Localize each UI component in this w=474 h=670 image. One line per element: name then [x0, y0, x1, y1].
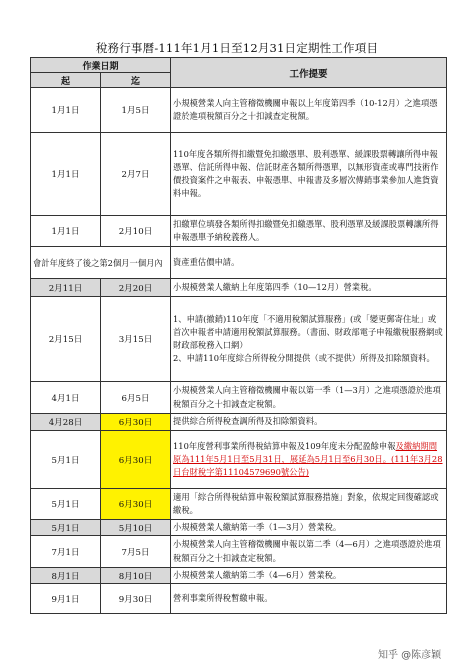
- table-row: [31, 216, 447, 247]
- watermark: 知乎 @陈彦颖: [378, 650, 442, 661]
- task-line: 1、申請(撤銷)110年度「不適用稅額試算服務」(或「變更郵寄住址」或首次申報者申請適用稅額試算服務。（書面、財政部電子申報繳稅服務網或財政部稅務入口網）: [173, 313, 443, 350]
- task-text: 適用「綜合所得稅結算申報稅額試算服務措施」對象，依規定回復確認或繳稅。: [171, 489, 447, 520]
- end-date: 6月5日: [101, 382, 171, 414]
- table-row: [31, 536, 447, 568]
- tax-calendar-table: [30, 57, 447, 614]
- task-text: 提供綜合所得稅查調所得及扣除額資料。: [171, 414, 447, 431]
- table-row: [31, 382, 447, 414]
- end-date: 3月15日: [101, 297, 171, 382]
- table-row: [31, 568, 447, 584]
- start-date: 4月28日: [31, 414, 101, 431]
- table-row: [31, 584, 447, 614]
- table-row: [31, 279, 447, 297]
- task-text: 資產重估價申請。: [171, 247, 447, 279]
- table-row: [31, 414, 447, 431]
- task-text: [171, 431, 447, 489]
- table-row: [31, 88, 447, 133]
- start-date: 1月1日: [31, 133, 101, 216]
- end-date: 2月7日: [101, 133, 171, 216]
- start-date: 8月1日: [31, 568, 101, 584]
- start-date: 5月1日: [31, 520, 101, 536]
- extension-notice: 及繳納期間原為111年5月1日至5月31日，展延為5月1日至6月30日。(111年3月28日台財稅字第11104579690號公告): [173, 440, 443, 478]
- task-text: 小規模營業人繳納第一季（1—3月）營業稅。: [171, 520, 447, 536]
- start-header: 起: [31, 73, 101, 88]
- task-text: 小規模營業人繳納第二季（4—6月）營業稅。: [171, 568, 447, 584]
- task-text: 營利事業所得稅暫繳申報。: [171, 584, 447, 614]
- task-text: 小規模營業人向主管稽徵機關申報以第二季（4—6月）之進項憑證於進項稅額百分之十扣減查定稅額。: [171, 536, 447, 568]
- start-date: 1月1日: [31, 216, 101, 247]
- end-date: 9月30日: [101, 584, 171, 614]
- end-date: 6月30日: [101, 431, 171, 489]
- table-row: [31, 297, 447, 382]
- task-text: 小規模營業人向主管稽徵機關申報以上年度第四季（10-12月）之進項憑證於進項稅額百分之十扣減查定稅額。: [171, 88, 447, 133]
- end-date: 1月5日: [101, 88, 171, 133]
- start-date: 1月1日: [31, 88, 101, 133]
- table-row: [31, 489, 447, 520]
- task-text: [171, 297, 447, 382]
- end-date: 7月5日: [101, 536, 171, 568]
- task-text: 小規模營業人向主管稽徵機關申報以第一季（1—3月）之進項憑證於進項稅額百分之十扣減查定稅額。: [171, 382, 447, 414]
- start-date: 會計年度終了後之第2個月一個月內: [31, 247, 171, 279]
- end-date: 6月30日: [101, 489, 171, 520]
- start-date: 7月1日: [31, 536, 101, 568]
- page-title: 稅務行事曆-111年1月1日至12月31日定期性工作項目: [95, 41, 379, 55]
- end-date: 6月30日: [101, 414, 171, 431]
- task-header: 工作提要: [171, 58, 447, 88]
- start-date: 4月1日: [31, 382, 101, 414]
- end-date: 5月10日: [101, 520, 171, 536]
- task-text: 小規模營業人繳納上年度第四季（10—12月）營業稅。: [171, 279, 447, 297]
- start-date: 9月1日: [31, 584, 101, 614]
- table-row: [31, 133, 447, 216]
- end-header: 迄: [101, 73, 171, 88]
- end-date: 8月10日: [101, 568, 171, 584]
- table-row: [31, 520, 447, 536]
- task-text: 扣繳單位填發各類所得扣繳暨免扣繳憑單、股利憑單及緩課股票轉讓所得申報憑單予納稅義務人。: [171, 216, 447, 247]
- end-date: 2月10日: [101, 216, 171, 247]
- task-text-plain: 110年度營利事業所得稅結算申報及109年度未分配盈餘申報: [173, 440, 396, 451]
- start-date: 2月15日: [31, 297, 101, 382]
- table-row: [31, 247, 447, 279]
- start-date: 5月1日: [31, 489, 101, 520]
- start-date: 5月1日: [31, 431, 101, 489]
- task-line: 2、申請110年度綜合所得稅分開提供（或不提供）所得及扣除額資料。: [173, 353, 435, 364]
- table-row: [31, 431, 447, 489]
- start-date: 2月11日: [31, 279, 101, 297]
- date-group-header: 作業日期: [31, 58, 171, 73]
- end-date: 2月20日: [101, 279, 171, 297]
- task-text: 110年度各類所得扣繳暨免扣繳憑單、股利憑單、緩課股票轉讓所得申報憑單、信託所得申報、信託財產各類所得憑單，以無形資產或專門技術作價投資案件之申報表、申報憑單、申報書及多層次傳銷事業參加人進貨資料申報。: [171, 133, 447, 216]
